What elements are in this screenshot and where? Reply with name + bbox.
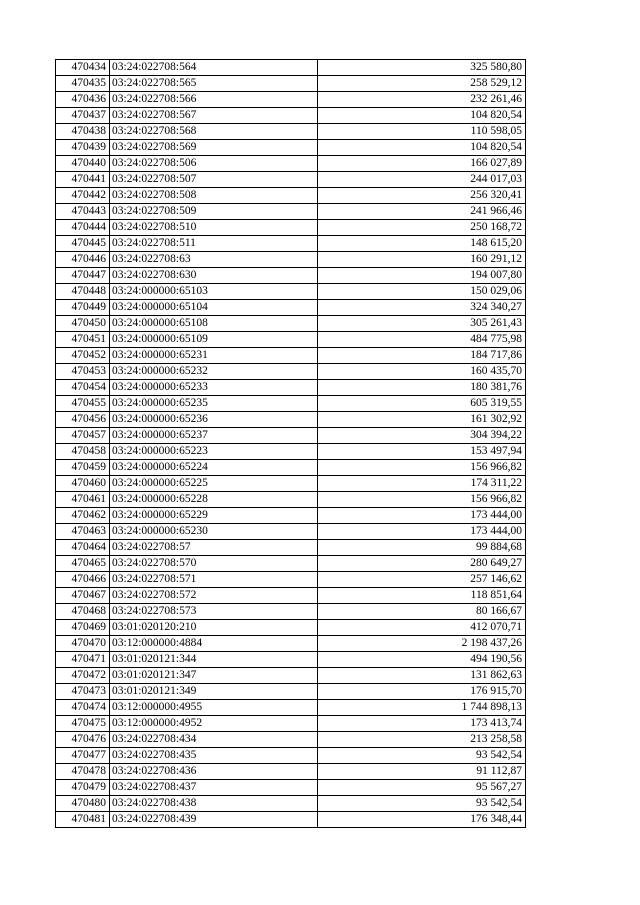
table-row xyxy=(56,716,526,732)
value-cell: 104 820,54 xyxy=(318,108,526,124)
value-cell: 148 615,20 xyxy=(318,236,526,252)
cadastral-number-cell: 03:24:022708:439 xyxy=(110,812,318,828)
row-number-cell: 470438 xyxy=(56,124,110,140)
cadastral-number-cell: 03:24:000000:65233 xyxy=(110,380,318,396)
cadastral-number-cell: 03:24:000000:65104 xyxy=(110,300,318,316)
row-number-cell: 470440 xyxy=(56,156,110,172)
cadastral-number-cell: 03:12:000000:4952 xyxy=(110,716,318,732)
row-number-cell: 470462 xyxy=(56,508,110,524)
table-row xyxy=(56,476,526,492)
table-row xyxy=(56,380,526,396)
row-number-cell: 470474 xyxy=(56,700,110,716)
row-number-cell: 470453 xyxy=(56,364,110,380)
table-row xyxy=(56,444,526,460)
row-number-cell: 470459 xyxy=(56,460,110,476)
value-cell: 304 394,22 xyxy=(318,428,526,444)
row-number-cell: 470442 xyxy=(56,188,110,204)
table-row xyxy=(56,332,526,348)
cadastral-number-cell: 03:01:020121:347 xyxy=(110,668,318,684)
value-cell: 280 649,27 xyxy=(318,556,526,572)
table-row xyxy=(56,780,526,796)
value-cell: 173 413,74 xyxy=(318,716,526,732)
table-row xyxy=(56,492,526,508)
table-row xyxy=(56,412,526,428)
value-cell: 118 851,64 xyxy=(318,588,526,604)
value-cell: 484 775,98 xyxy=(318,332,526,348)
table-row xyxy=(56,172,526,188)
value-cell: 150 029,06 xyxy=(318,284,526,300)
cadastral-number-cell: 03:24:000000:65108 xyxy=(110,316,318,332)
cadastral-number-cell: 03:24:000000:65225 xyxy=(110,476,318,492)
cadastral-number-cell: 03:24:000000:65235 xyxy=(110,396,318,412)
row-number-cell: 470475 xyxy=(56,716,110,732)
row-number-cell: 470461 xyxy=(56,492,110,508)
value-cell: 160 291,12 xyxy=(318,252,526,268)
table-row xyxy=(56,108,526,124)
row-number-cell: 470454 xyxy=(56,380,110,396)
cadastral-number-cell: 03:24:022708:571 xyxy=(110,572,318,588)
table-row xyxy=(56,540,526,556)
cadastral-number-cell: 03:24:022708:511 xyxy=(110,236,318,252)
cadastral-number-cell: 03:24:022708:570 xyxy=(110,556,318,572)
cadastral-number-cell: 03:24:000000:65224 xyxy=(110,460,318,476)
cadastral-number-cell: 03:24:000000:65237 xyxy=(110,428,318,444)
row-number-cell: 470463 xyxy=(56,524,110,540)
table-row xyxy=(56,460,526,476)
row-number-cell: 470447 xyxy=(56,268,110,284)
value-cell: 91 112,87 xyxy=(318,764,526,780)
cadastral-number-cell: 03:24:000000:65229 xyxy=(110,508,318,524)
value-cell: 213 258,58 xyxy=(318,732,526,748)
value-cell: 99 884,68 xyxy=(318,540,526,556)
cadastral-number-cell: 03:24:000000:65230 xyxy=(110,524,318,540)
row-number-cell: 470449 xyxy=(56,300,110,316)
value-cell: 80 166,67 xyxy=(318,604,526,620)
table-row xyxy=(56,524,526,540)
value-cell: 412 070,71 xyxy=(318,620,526,636)
row-number-cell: 470464 xyxy=(56,540,110,556)
value-cell: 173 444,00 xyxy=(318,524,526,540)
row-number-cell: 470471 xyxy=(56,652,110,668)
cadastral-number-cell: 03:24:022708:564 xyxy=(110,60,318,76)
cadastral-number-cell: 03:24:000000:65232 xyxy=(110,364,318,380)
row-number-cell: 470448 xyxy=(56,284,110,300)
cadastral-number-cell: 03:24:022708:63 xyxy=(110,252,318,268)
table-row xyxy=(56,364,526,380)
row-number-cell: 470476 xyxy=(56,732,110,748)
row-number-cell: 470441 xyxy=(56,172,110,188)
value-cell: 131 862,63 xyxy=(318,668,526,684)
value-cell: 104 820,54 xyxy=(318,140,526,156)
value-cell: 93 542,54 xyxy=(318,796,526,812)
value-cell: 2 198 437,26 xyxy=(318,636,526,652)
row-number-cell: 470452 xyxy=(56,348,110,364)
cadastral-number-cell: 03:24:022708:438 xyxy=(110,796,318,812)
table-row xyxy=(56,92,526,108)
value-cell: 110 598,05 xyxy=(318,124,526,140)
value-cell: 95 567,27 xyxy=(318,780,526,796)
cadastral-value-table xyxy=(55,59,526,828)
row-number-cell: 470477 xyxy=(56,748,110,764)
row-number-cell: 470470 xyxy=(56,636,110,652)
table-row xyxy=(56,428,526,444)
cadastral-number-cell: 03:24:000000:65228 xyxy=(110,492,318,508)
table-row xyxy=(56,348,526,364)
cadastral-number-cell: 03:24:022708:565 xyxy=(110,76,318,92)
cadastral-number-cell: 03:24:022708:569 xyxy=(110,140,318,156)
row-number-cell: 470455 xyxy=(56,396,110,412)
value-cell: 325 580,80 xyxy=(318,60,526,76)
row-number-cell: 470478 xyxy=(56,764,110,780)
value-cell: 256 320,41 xyxy=(318,188,526,204)
table-row xyxy=(56,268,526,284)
cadastral-number-cell: 03:24:022708:573 xyxy=(110,604,318,620)
cadastral-number-cell: 03:24:022708:568 xyxy=(110,124,318,140)
value-cell: 156 966,82 xyxy=(318,460,526,476)
table-row xyxy=(56,668,526,684)
row-number-cell: 470446 xyxy=(56,252,110,268)
cadastral-number-cell: 03:01:020121:349 xyxy=(110,684,318,700)
row-number-cell: 470472 xyxy=(56,668,110,684)
row-number-cell: 470480 xyxy=(56,796,110,812)
value-cell: 1 744 898,13 xyxy=(318,700,526,716)
row-number-cell: 470481 xyxy=(56,812,110,828)
row-number-cell: 470435 xyxy=(56,76,110,92)
value-cell: 258 529,12 xyxy=(318,76,526,92)
cadastral-number-cell: 03:24:022708:435 xyxy=(110,748,318,764)
value-cell: 161 302,92 xyxy=(318,412,526,428)
row-number-cell: 470466 xyxy=(56,572,110,588)
cadastral-number-cell: 03:01:020121:344 xyxy=(110,652,318,668)
row-number-cell: 470451 xyxy=(56,332,110,348)
table-row xyxy=(56,700,526,716)
table-row xyxy=(56,604,526,620)
table-row xyxy=(56,124,526,140)
value-cell: 173 444,00 xyxy=(318,508,526,524)
row-number-cell: 470465 xyxy=(56,556,110,572)
table-body xyxy=(56,60,526,828)
row-number-cell: 470437 xyxy=(56,108,110,124)
row-number-cell: 470468 xyxy=(56,604,110,620)
row-number-cell: 470457 xyxy=(56,428,110,444)
cadastral-number-cell: 03:24:000000:65231 xyxy=(110,348,318,364)
row-number-cell: 470443 xyxy=(56,204,110,220)
value-cell: 194 007,80 xyxy=(318,268,526,284)
cadastral-number-cell: 03:24:022708:572 xyxy=(110,588,318,604)
cadastral-number-cell: 03:24:022708:437 xyxy=(110,780,318,796)
table-row xyxy=(56,396,526,412)
table-row xyxy=(56,684,526,700)
cadastral-number-cell: 03:24:022708:630 xyxy=(110,268,318,284)
row-number-cell: 470444 xyxy=(56,220,110,236)
value-cell: 305 261,43 xyxy=(318,316,526,332)
cadastral-number-cell: 03:24:022708:436 xyxy=(110,764,318,780)
value-cell: 160 435,70 xyxy=(318,364,526,380)
value-cell: 176 348,44 xyxy=(318,812,526,828)
table-row xyxy=(56,764,526,780)
value-cell: 244 017,03 xyxy=(318,172,526,188)
row-number-cell: 470467 xyxy=(56,588,110,604)
table-row xyxy=(56,60,526,76)
row-number-cell: 470439 xyxy=(56,140,110,156)
value-cell: 180 381,76 xyxy=(318,380,526,396)
value-cell: 184 717,86 xyxy=(318,348,526,364)
table-row xyxy=(56,572,526,588)
cadastral-number-cell: 03:24:022708:510 xyxy=(110,220,318,236)
table-row xyxy=(56,620,526,636)
table-row xyxy=(56,284,526,300)
table-row xyxy=(56,508,526,524)
table-row xyxy=(56,636,526,652)
table-row xyxy=(56,188,526,204)
cadastral-number-cell: 03:24:022708:507 xyxy=(110,172,318,188)
value-cell: 174 311,22 xyxy=(318,476,526,492)
value-cell: 241 966,46 xyxy=(318,204,526,220)
row-number-cell: 470434 xyxy=(56,60,110,76)
table-row xyxy=(56,220,526,236)
cadastral-number-cell: 03:24:022708:567 xyxy=(110,108,318,124)
value-cell: 153 497,94 xyxy=(318,444,526,460)
cadastral-number-cell: 03:12:000000:4884 xyxy=(110,636,318,652)
row-number-cell: 470456 xyxy=(56,412,110,428)
row-number-cell: 470436 xyxy=(56,92,110,108)
row-number-cell: 470445 xyxy=(56,236,110,252)
cadastral-number-cell: 03:24:022708:509 xyxy=(110,204,318,220)
cadastral-number-cell: 03:24:022708:508 xyxy=(110,188,318,204)
table-row xyxy=(56,652,526,668)
row-number-cell: 470460 xyxy=(56,476,110,492)
value-cell: 605 319,55 xyxy=(318,396,526,412)
table-row xyxy=(56,76,526,92)
cadastral-number-cell: 03:24:000000:65236 xyxy=(110,412,318,428)
cadastral-number-cell: 03:24:000000:65103 xyxy=(110,284,318,300)
table-row xyxy=(56,588,526,604)
cadastral-number-cell: 03:24:022708:434 xyxy=(110,732,318,748)
table-row xyxy=(56,748,526,764)
cadastral-number-cell: 03:24:022708:57 xyxy=(110,540,318,556)
cadastral-number-cell: 03:12:000000:4955 xyxy=(110,700,318,716)
row-number-cell: 470458 xyxy=(56,444,110,460)
value-cell: 166 027,89 xyxy=(318,156,526,172)
cadastral-number-cell: 03:24:022708:566 xyxy=(110,92,318,108)
row-number-cell: 470479 xyxy=(56,780,110,796)
cadastral-number-cell: 03:24:022708:506 xyxy=(110,156,318,172)
cadastral-number-cell: 03:01:020120:210 xyxy=(110,620,318,636)
table-row xyxy=(56,236,526,252)
table-row xyxy=(56,812,526,828)
table-row xyxy=(56,156,526,172)
table-row xyxy=(56,796,526,812)
table-row xyxy=(56,252,526,268)
value-cell: 494 190,56 xyxy=(318,652,526,668)
row-number-cell: 470450 xyxy=(56,316,110,332)
value-cell: 257 146,62 xyxy=(318,572,526,588)
cadastral-number-cell: 03:24:000000:65109 xyxy=(110,332,318,348)
row-number-cell: 470469 xyxy=(56,620,110,636)
table-row xyxy=(56,140,526,156)
table-row xyxy=(56,732,526,748)
value-cell: 156 966,82 xyxy=(318,492,526,508)
value-cell: 232 261,46 xyxy=(318,92,526,108)
table-row xyxy=(56,300,526,316)
value-cell: 93 542,54 xyxy=(318,748,526,764)
table-row xyxy=(56,316,526,332)
value-cell: 324 340,27 xyxy=(318,300,526,316)
value-cell: 176 915,70 xyxy=(318,684,526,700)
row-number-cell: 470473 xyxy=(56,684,110,700)
table-row xyxy=(56,556,526,572)
value-cell: 250 168,72 xyxy=(318,220,526,236)
table-row xyxy=(56,204,526,220)
cadastral-number-cell: 03:24:000000:65223 xyxy=(110,444,318,460)
